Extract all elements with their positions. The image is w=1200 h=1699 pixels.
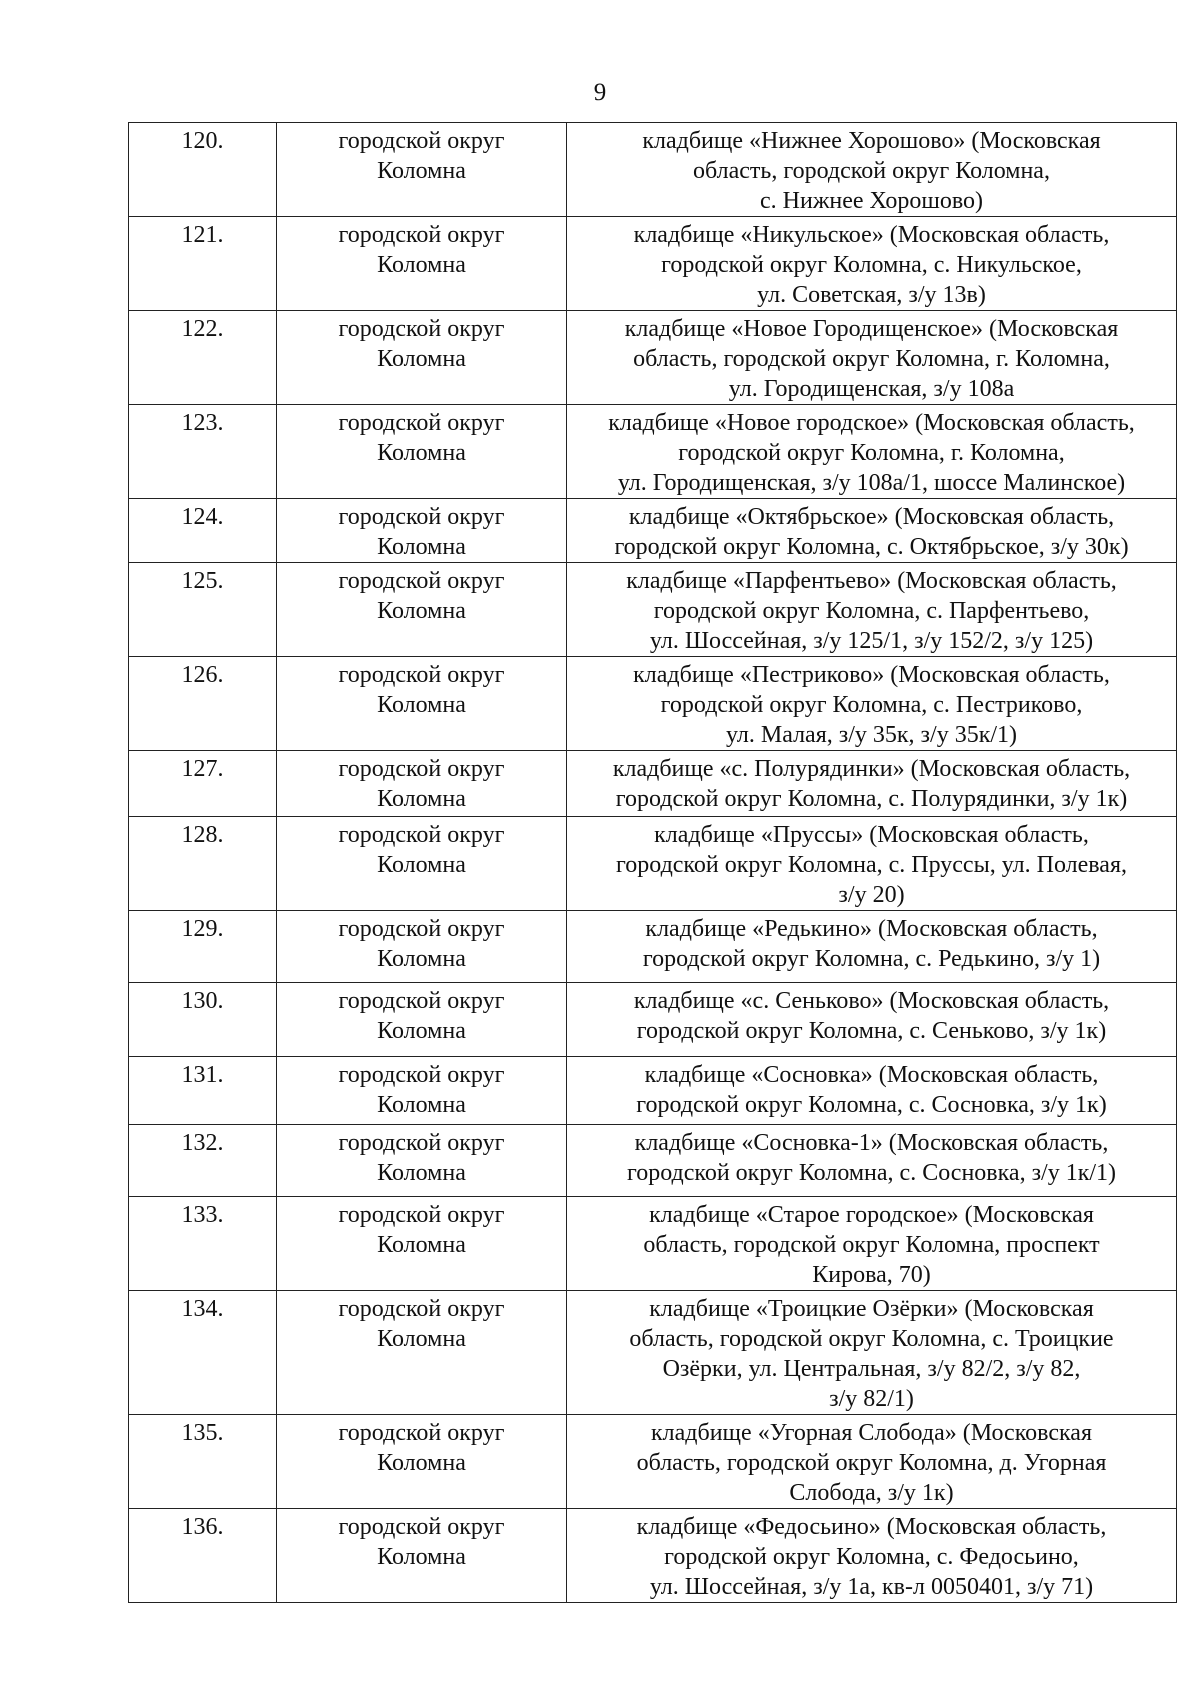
district-cell: городской округ Коломна (277, 499, 567, 563)
district-cell: городской округ Коломна (277, 657, 567, 751)
district-cell: городской округ Коломна (277, 1125, 567, 1197)
district-cell: городской округ Коломна (277, 1197, 567, 1291)
row-number: 120. (129, 123, 277, 217)
row-number: 130. (129, 983, 277, 1057)
table-row (129, 499, 1177, 563)
cemetery-cell: кладбище «Нижнее Хорошово» (Московская область, городской округ Коломна, с. Нижнее Хорошово) (567, 123, 1177, 217)
row-number: 136. (129, 1509, 277, 1603)
table-row (129, 1509, 1177, 1603)
cemetery-registry-table (128, 122, 1177, 1603)
district-cell: городской округ Коломна (277, 311, 567, 405)
district-cell: городской округ Коломна (277, 123, 567, 217)
district-cell: городской округ Коломна (277, 1057, 567, 1125)
row-number: 125. (129, 563, 277, 657)
table-row (129, 563, 1177, 657)
cemetery-cell: кладбище «Угорная Слобода» (Московская область, городской округ Коломна, д. Угорная Слобода, з/у 1к) (567, 1415, 1177, 1509)
district-cell: городской округ Коломна (277, 983, 567, 1057)
table-row (129, 911, 1177, 983)
district-cell: городской округ Коломна (277, 405, 567, 499)
district-cell: городской округ Коломна (277, 911, 567, 983)
cemetery-cell: кладбище «Сосновка» (Московская область, городской округ Коломна, с. Сосновка, з/у 1к) (567, 1057, 1177, 1125)
table-row (129, 1197, 1177, 1291)
table-body (129, 123, 1177, 1603)
district-cell: городской округ Коломна (277, 751, 567, 817)
cemetery-cell: кладбище «Сосновка-1» (Московская область, городской округ Коломна, с. Сосновка, з/у 1к/1) (567, 1125, 1177, 1197)
row-number: 121. (129, 217, 277, 311)
table-row (129, 657, 1177, 751)
cemetery-cell: кладбище «Парфентьево» (Московская область, городской округ Коломна, с. Парфентьево, ул. Шоссейная, з/у 125/1, з/у 152/2, з/у 125) (567, 563, 1177, 657)
cemetery-cell: кладбище «Никульское» (Московская область, городской округ Коломна, с. Никульское, ул. Советская, з/у 13в) (567, 217, 1177, 311)
cemetery-cell: кладбище «с. Сеньково» (Московская область, городской округ Коломна, с. Сеньково, з/у 1к) (567, 983, 1177, 1057)
row-number: 122. (129, 311, 277, 405)
row-number: 132. (129, 1125, 277, 1197)
table-row (129, 983, 1177, 1057)
table-row (129, 217, 1177, 311)
district-cell: городской округ Коломна (277, 1509, 567, 1603)
row-number: 135. (129, 1415, 277, 1509)
cemetery-cell: кладбище «Троицкие Озёрки» (Московская область, городской округ Коломна, с. Троицкие Озёрки, ул. Центральная, з/у 82/2, з/у 82, з/у 82/1) (567, 1291, 1177, 1415)
district-cell: городской округ Коломна (277, 1291, 567, 1415)
cemetery-cell: кладбище «Новое городское» (Московская область, городской округ Коломна, г. Коломна, ул. Городищенская, з/у 108а/1, шоссе Малинское) (567, 405, 1177, 499)
row-number: 134. (129, 1291, 277, 1415)
table-row (129, 1125, 1177, 1197)
cemetery-cell: кладбище «Новое Городищенское» (Московская область, городской округ Коломна, г. Коломна, ул. Городищенская, з/у 108а (567, 311, 1177, 405)
row-number: 133. (129, 1197, 277, 1291)
table-row (129, 817, 1177, 911)
district-cell: городской округ Коломна (277, 1415, 567, 1509)
table-row (129, 123, 1177, 217)
row-number: 124. (129, 499, 277, 563)
table-row (129, 405, 1177, 499)
table-row (129, 1415, 1177, 1509)
row-number: 131. (129, 1057, 277, 1125)
page-number: 9 (593, 79, 607, 106)
table-row (129, 1057, 1177, 1125)
row-number: 128. (129, 817, 277, 911)
row-number: 123. (129, 405, 277, 499)
cemetery-cell: кладбище «Октябрьское» (Московская область, городской округ Коломна, с. Октябрьское, з/у 30к) (567, 499, 1177, 563)
cemetery-cell: кладбище «с. Полурядинки» (Московская область, городской округ Коломна, с. Полурядинки, з/у 1к) (567, 751, 1177, 817)
cemetery-cell: кладбище «Пруссы» (Московская область, городской округ Коломна, с. Пруссы, ул. Полевая, з/у 20) (567, 817, 1177, 911)
cemetery-cell: кладбище «Редькино» (Московская область, городской округ Коломна, с. Редькино, з/у 1) (567, 911, 1177, 983)
cemetery-cell: кладбище «Федосьино» (Московская область, городской округ Коломна, с. Федосьино, ул. Шоссейная, з/у 1а, кв-л 0050401, з/у 71) (567, 1509, 1177, 1603)
district-cell: городской округ Коломна (277, 817, 567, 911)
district-cell: городской округ Коломна (277, 217, 567, 311)
row-number: 129. (129, 911, 277, 983)
table-row (129, 311, 1177, 405)
district-cell: городской округ Коломна (277, 563, 567, 657)
row-number: 126. (129, 657, 277, 751)
table-row (129, 1291, 1177, 1415)
cemetery-cell: кладбище «Старое городское» (Московская область, городской округ Коломна, проспект Кирова, 70) (567, 1197, 1177, 1291)
table-row (129, 751, 1177, 817)
row-number: 127. (129, 751, 277, 817)
cemetery-cell: кладбище «Пестриково» (Московская область, городской округ Коломна, с. Пестриково, ул. Малая, з/у 35к, з/у 35к/1) (567, 657, 1177, 751)
